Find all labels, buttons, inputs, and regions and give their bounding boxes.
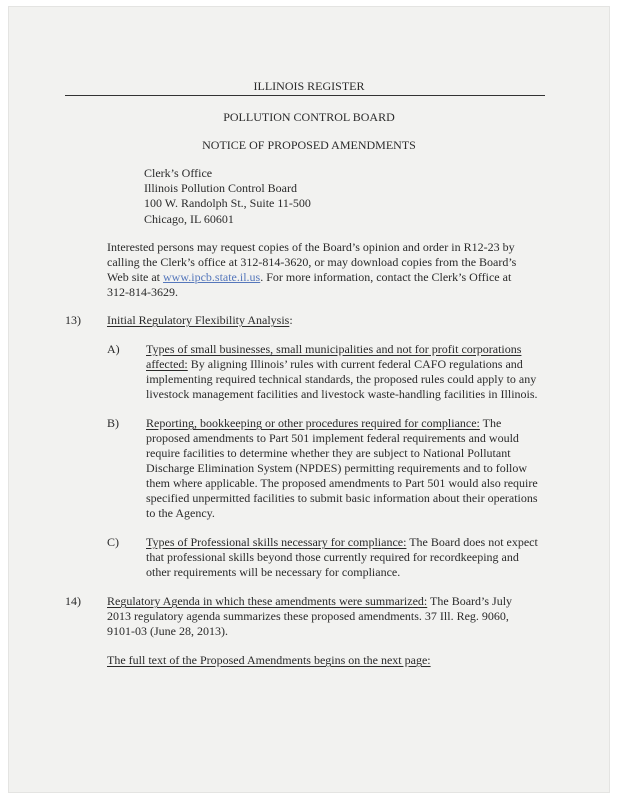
- intro-line: Interested persons may request copies of the Board’s opinion and order in R12-23 by: [107, 240, 515, 254]
- item-14-line: 9101-03 (June 28, 2013).: [107, 624, 228, 638]
- header-rule: [65, 95, 545, 96]
- subitem-label: B): [107, 416, 119, 430]
- subitem-title-text: affected:: [146, 357, 188, 371]
- address-line: 100 W. Randolph St., Suite 11-500: [144, 196, 311, 210]
- board-website-link[interactable]: www.ipcb.state.il.us: [163, 270, 261, 284]
- item-number: 14): [65, 594, 81, 608]
- subitem-a-line: implementing required technical standards, the proposed rules could apply to any: [146, 372, 537, 386]
- subitem-c-line: other requirements will be necessary for compliance.: [146, 565, 401, 579]
- subitem-title-text: Types of Professional skills necessary for compliance:: [146, 535, 407, 549]
- subitem-text: By aligning Illinois’ rules with current federal CAFO regulations and: [187, 357, 523, 371]
- subitem-title-text: Types of small businesses, small municipalities and not for profit corporations: [146, 342, 522, 356]
- board-title: POLLUTION CONTROL BOARD: [223, 110, 395, 124]
- intro-text: . For more information, contact the Clerk’s Office at: [260, 270, 512, 284]
- subitem-c-line: [146, 535, 538, 550]
- subitem-title-text: Reporting, bookkeeping or other procedures required for compliance:: [146, 416, 480, 430]
- document-page: [8, 6, 610, 793]
- item-14-line: [107, 594, 512, 609]
- subitem-b-line: Discharge Elimination System (NPDES) permitting requirements and to follow: [146, 461, 528, 475]
- subitem-a-line: livestock management facilities and livestock waste-handling facilities in Illinois.: [146, 387, 538, 401]
- subitem-b-line: them where applicable. The proposed amendments to Part 501 would also require: [146, 476, 538, 490]
- subitem-b-line: specified unpermitted facilities to submit basic information about their operations: [146, 491, 538, 505]
- intro-text: Web site at: [107, 270, 164, 284]
- intro-line: [107, 270, 511, 285]
- intro-line: calling the Clerk’s office at 312-814-3620, or may download copies from the Board’s: [107, 255, 517, 269]
- address-line: Chicago, IL 60601: [144, 212, 234, 226]
- subitem-text: The Board does not expect: [406, 535, 538, 549]
- address-line: Illinois Pollution Control Board: [144, 181, 298, 195]
- full-text-note-text: The full text of the Proposed Amendments begins on the next page:: [107, 653, 431, 667]
- item-heading-text: Regulatory Agenda in which these amendments were summarized:: [107, 594, 428, 608]
- intro-line: 312-814-3629.: [107, 285, 178, 299]
- subitem-b-line: [146, 416, 501, 431]
- item-number: 13): [65, 313, 81, 327]
- subitem-a-title: [146, 342, 521, 357]
- item-text: The Board’s July: [427, 594, 513, 608]
- full-text-note: [107, 653, 431, 668]
- subitem-b-line: proposed amendments to Part 501 implement federal requirements and would: [146, 431, 519, 445]
- subitem-b-line: require facilities to determine whether they are subject to National Pollutant: [146, 446, 511, 460]
- subitem-c-line: that professional skills beyond those currently required for recordkeeping and: [146, 550, 519, 564]
- subitem-text: The: [479, 416, 502, 430]
- subitem-b-line: to the Agency.: [146, 506, 215, 520]
- address-line: Clerk’s Office: [144, 166, 213, 180]
- item-14-line: 2013 regulatory agenda summarizes these proposed amendments. 37 Ill. Reg. 9060,: [107, 609, 509, 623]
- item-heading-suffix: :: [289, 313, 293, 327]
- subitem-label: A): [107, 342, 120, 356]
- notice-title: NOTICE OF PROPOSED AMENDMENTS: [202, 138, 416, 152]
- subitem-a-line: [146, 357, 523, 372]
- subitem-label: C): [107, 535, 119, 549]
- item-heading: [107, 313, 293, 328]
- register-title: ILLINOIS REGISTER: [253, 79, 365, 93]
- item-heading-text: Initial Regulatory Flexibility Analysis: [107, 313, 290, 327]
